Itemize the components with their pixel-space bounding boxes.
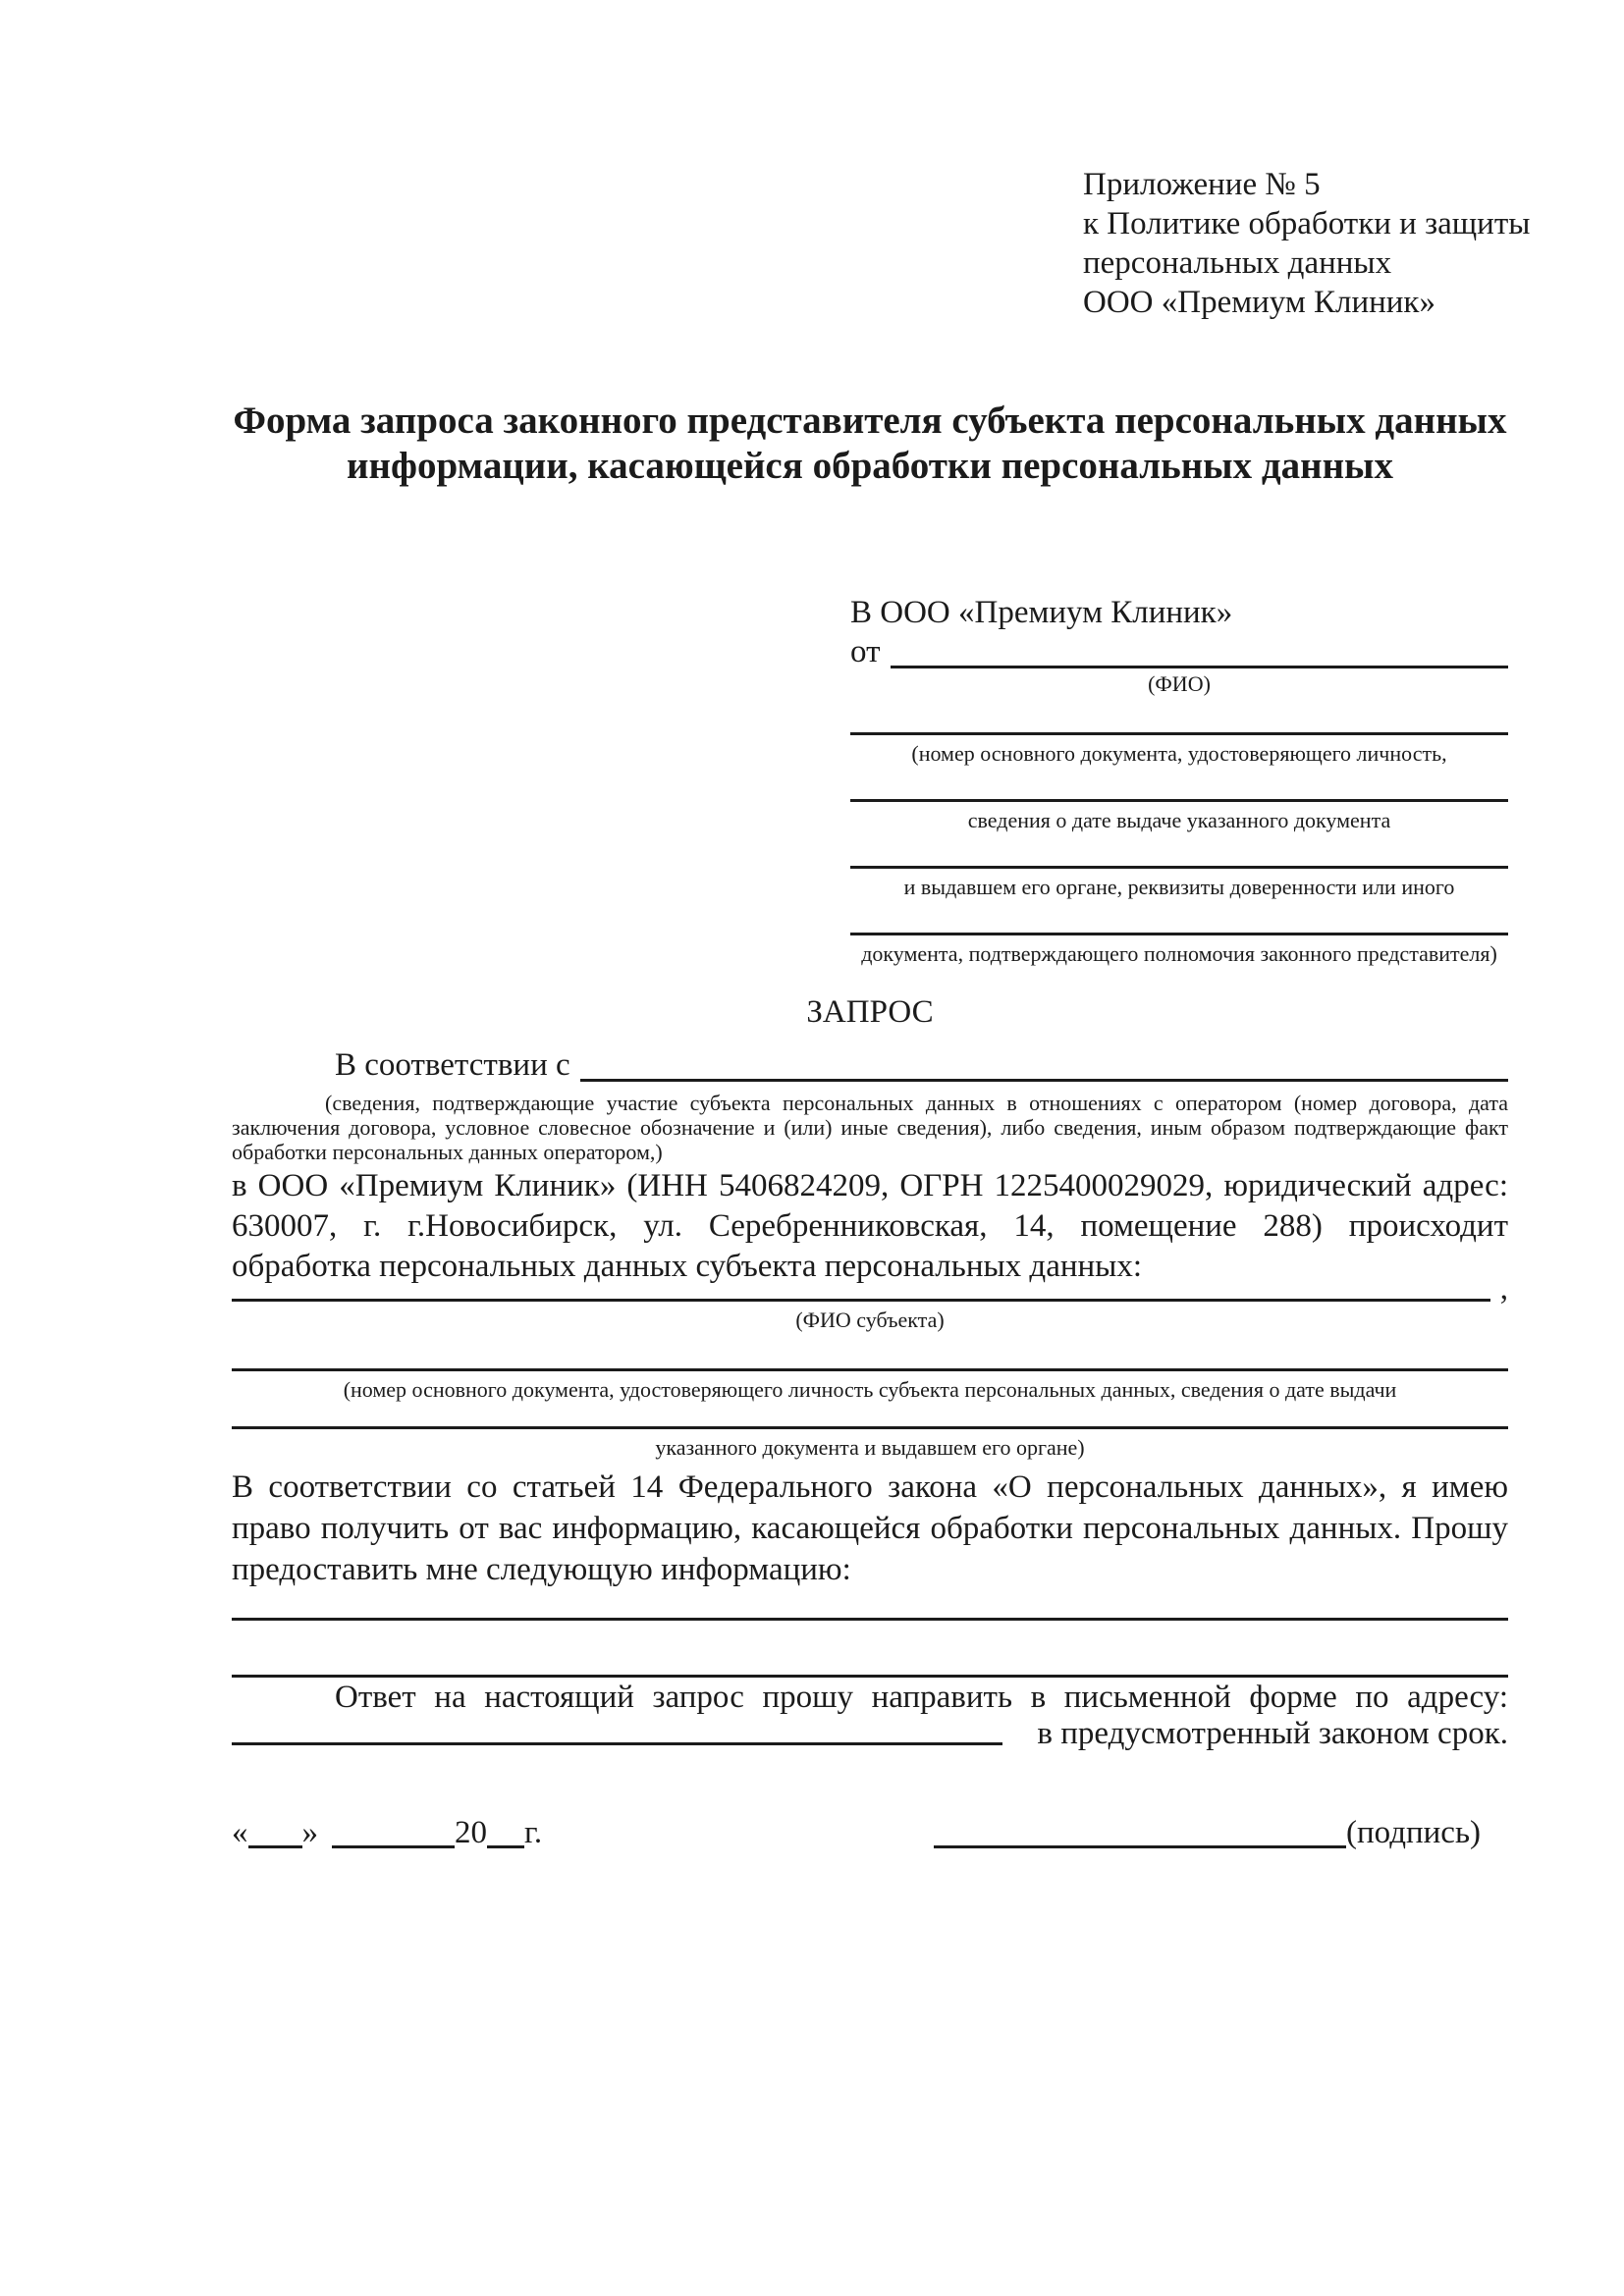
intro-label: В соответствии с [335, 1047, 570, 1083]
appendix-line: ООО «Премиум Клиник» [1083, 285, 1435, 320]
appendix-line: персональных данных [1083, 245, 1392, 281]
document-fill-caption: (номер основного документа, удостоверяющего личность, [911, 741, 1447, 766]
subject-doc-caption-2: указанного документа и выдавшем его органе) [655, 1435, 1085, 1460]
signature-group [934, 1813, 1481, 1852]
intro-caption: (сведения, подтверждающие участие субъекта персональных данных в отношениях с оператором (номер договора, дата заключения договора, условное словесное обозначение и (или) иные сведения), либо сведения, иным образом подтверждающие факт обработки персональных данных оператором,) [232, 1091, 1508, 1164]
document-fill-caption: документа, подтверждающего полномочия законного представителя) [861, 941, 1497, 966]
footer-row [232, 1813, 1508, 1852]
document-title-line1: Форма запроса законного представителя субъекта персональных данных [233, 400, 1507, 442]
intro-row [232, 1045, 1508, 1085]
document-title-line2: информации, касающейся обработки персональных данных [347, 445, 1393, 487]
subject-fio-caption: (ФИО субъекта) [795, 1308, 945, 1332]
request-heading: ЗАПРОС [806, 994, 934, 1030]
appendix-line: Приложение № 5 [1083, 167, 1321, 202]
reply-address-row [232, 1717, 1508, 1750]
intro-fill-line [580, 1079, 1508, 1082]
from-label: от [850, 634, 881, 669]
document-fill-line [850, 799, 1508, 802]
document-fill-line [850, 732, 1508, 735]
appendix-line: к Политике обработки и защиты [1083, 206, 1531, 241]
trailing-comma: , [1499, 1271, 1508, 1307]
date-group [232, 1813, 542, 1852]
operator-paragraph: в ООО «Премиум Клиник» (ИНН 5406824209, ОГРН 1225400029029, юридический адрес: 630007, г. г.Новосибирск, ул. Серебренниковская, 14, помещение 288) происходит обработка персональных данных субъекта персональных данных: [232, 1168, 1508, 1284]
day-fill-line [248, 1845, 302, 1848]
document-title [232, 399, 1508, 489]
document-fill-line [850, 866, 1508, 869]
addressee-doc-row [850, 866, 1508, 900]
addressee-doc-row [850, 732, 1508, 767]
subject-doc-fill-line [232, 1368, 1508, 1371]
year-suffix: г. [524, 1815, 543, 1850]
subject-fio-row [232, 1271, 1508, 1307]
subject-fio-fill-line [232, 1299, 1490, 1302]
info-fill-line-1 [232, 1618, 1508, 1621]
addressee-organization: В ООО «Премиум Клиник» [850, 595, 1233, 630]
fio-caption: (ФИО) [1148, 671, 1211, 696]
addressee-doc-row [850, 933, 1508, 967]
law-paragraph: В соответствии со статьей 14 Федерального закона «О персональных данных», я имею право получить от вас информацию, касающейся обработки персональных данных. Прошу предоставить мне следующую информацию: [232, 1469, 1508, 1587]
quote-open: « [232, 1815, 248, 1850]
fill-line [232, 1618, 1508, 1621]
document-fill-caption: и выдавшем его органе, реквизиты доверенности или иного [903, 875, 1455, 899]
document-fill-line [850, 933, 1508, 935]
subject-doc-caption-1: (номер основного документа, удостоверяющего личность субъекта персональных данных, сведения о дате выдачи [343, 1377, 1397, 1402]
signature-fill-line [934, 1845, 1346, 1848]
signature-caption: (подпись) [1346, 1815, 1481, 1850]
fill-line [232, 1426, 1508, 1429]
fio-fill-line [891, 666, 1509, 668]
year-fill-line [487, 1845, 524, 1848]
year-prefix: 20 [455, 1815, 487, 1850]
quote-close: » [301, 1815, 318, 1850]
addressee-from-row [850, 632, 1508, 671]
appendix-header [1083, 0, 1531, 322]
reply-sentence: Ответ на настоящий запрос прошу направить в письменной форме по адресу: [335, 1680, 1508, 1715]
reply-tail: в предусмотренный законом срок. [1037, 1716, 1508, 1751]
document-fill-caption: сведения о дате выдаче указанного документа [967, 808, 1391, 832]
addressee-block [850, 593, 1508, 967]
month-fill-line [332, 1845, 455, 1848]
addressee-doc-row [850, 799, 1508, 833]
address-fill-line [232, 1742, 1002, 1745]
fill-line [232, 1368, 1508, 1371]
subject-doc-fill-line-2 [232, 1426, 1508, 1429]
